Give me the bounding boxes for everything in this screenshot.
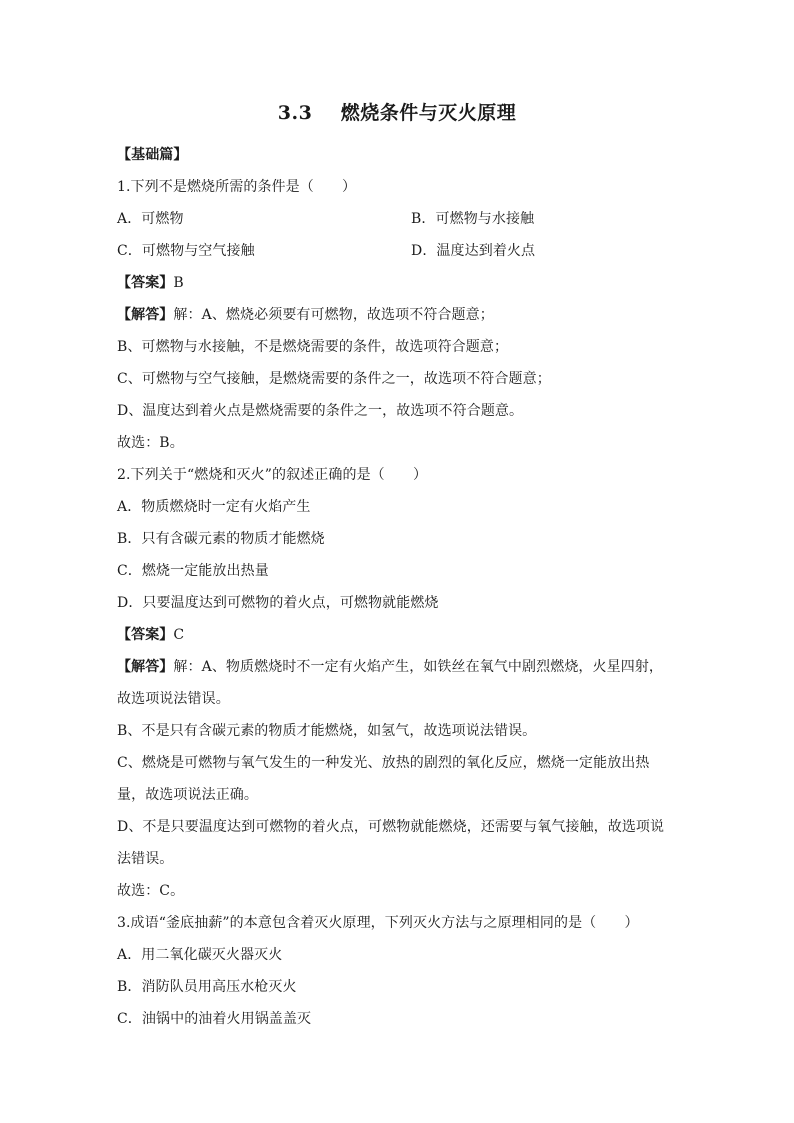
q1-conclusion: 故选：B。: [117, 435, 184, 451]
q1-analysis-tag: 【解答】: [117, 307, 174, 323]
q3-stem: 3.成语“釜底抽薪”的本意包含着灭火原理，下列灭火方法与之原理相同的是（ ）: [117, 915, 639, 931]
q2-analysis-line-1: [117, 658, 663, 676]
q3-option-b: B．消防队员用高压水枪灭火: [117, 979, 297, 995]
q1-option-d: D．温度达到着火点: [411, 243, 536, 259]
q2-analysis-line-5: 量，故选项说法正确。: [117, 787, 258, 803]
q2-analysis-line-3: B、不是只有含碳元素的物质才能燃烧，如氢气，故选项说法错误。: [117, 723, 537, 739]
q2-stem: 2.下列关于“燃烧和灭火”的叙述正确的是（ ）: [117, 467, 428, 483]
q2-answer: [117, 626, 184, 644]
q1-answer-tag: 【答案】: [117, 275, 174, 291]
q3-option-c: C．油锅中的油着火用锅盖盖灭: [117, 1011, 312, 1027]
q2-analysis-text-1: 解：A、物质燃烧时不一定有火焰产生，如铁丝在氧气中剧烈燃烧，火星四射，: [173, 659, 664, 675]
q1-analysis-text-1: 解：A、燃烧必须要有可燃物，故选项不符合题意；: [173, 307, 494, 323]
q2-analysis-line-2: 故选项说法错误。: [117, 691, 230, 707]
q1-analysis-line-3: C、可燃物与空气接触，是燃烧需要的条件之一，故选项不符合题意；: [117, 371, 551, 387]
q1-answer-value: B: [173, 275, 184, 291]
q2-answer-value: C: [173, 627, 185, 643]
q2-conclusion: 故选：C。: [117, 883, 185, 899]
q2-analysis-line-7: 法错误。: [117, 851, 174, 867]
q2-analysis-tag: 【解答】: [117, 659, 174, 675]
q2-option-a: A．物质燃烧时一定有火焰产生: [117, 499, 311, 515]
section-label: 【基础篇】: [117, 147, 188, 163]
q2-option-d: D．只要温度达到可燃物的着火点，可燃物就能燃烧: [117, 595, 439, 611]
q1-option-b: B．可燃物与水接触: [411, 211, 535, 227]
q2-analysis-line-6: D、不是只要温度达到可燃物的着火点，可燃物就能燃烧，还需要与氧气接触，故选项说: [117, 819, 665, 835]
q1-analysis-line-1: [117, 306, 494, 324]
q3-option-a: A．用二氧化碳灭火器灭火: [117, 947, 283, 963]
q1-option-c: C．可燃物与空气接触: [117, 243, 255, 259]
q1-option-a: A．可燃物: [117, 211, 184, 227]
q1-stem: 1.下列不是燃烧所需的条件是（ ）: [117, 179, 357, 195]
q2-option-b: B．只有含碳元素的物质才能燃烧: [117, 531, 325, 547]
q2-answer-tag: 【答案】: [117, 627, 174, 643]
q1-answer: [117, 274, 184, 292]
page-title: 3.3 燃烧条件与灭火原理: [277, 102, 517, 124]
q1-analysis-line-2: B、可燃物与水接触，不是燃烧需要的条件，故选项符合题意；: [117, 339, 509, 355]
q2-analysis-line-4: C、燃烧是可燃物与氧气发生的一种发光、放热的剧烈的氧化反应，燃烧一定能放出热: [117, 755, 650, 771]
q1-analysis-line-4: D、温度达到着火点是燃烧需要的条件之一，故选项不符合题意。: [117, 403, 524, 419]
q2-option-c: C．燃烧一定能放出热量: [117, 563, 269, 579]
